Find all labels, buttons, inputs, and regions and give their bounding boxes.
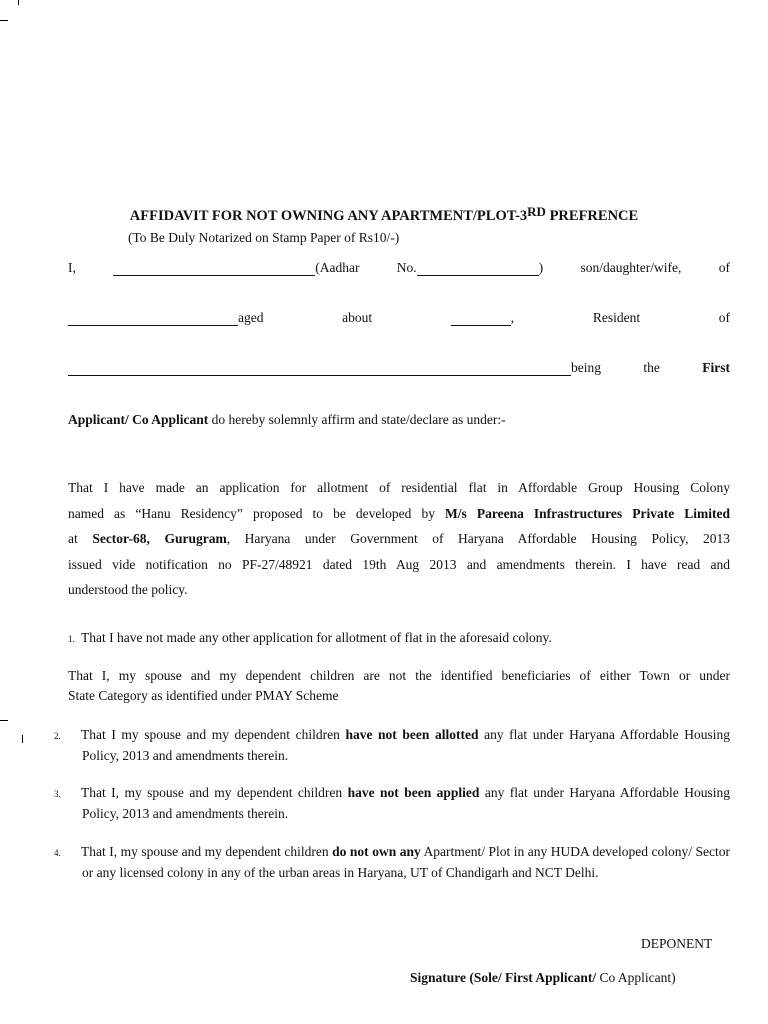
declarant-line-2: aged about , Resident of bbox=[68, 312, 730, 326]
document-subtitle: (To Be Duly Notarized on Stamp Paper of Rs10/-) bbox=[128, 230, 400, 245]
crop-mark-mid-left-vertical bbox=[22, 735, 23, 743]
aadhar-number-blank bbox=[417, 263, 539, 276]
declaration-item-3: 3. That I, my spouse and my dependent children have not been applied any flat under Haryana Affordable Housing Policy, 2013 and amendments therein. bbox=[54, 785, 730, 821]
crop-mark-top-left-horizontal bbox=[0, 20, 8, 21]
document-title: AFFIDAVIT FOR NOT OWNING ANY APARTMENT/PLOT-3RD PREFRENCE bbox=[129, 204, 639, 224]
declaration-item-2: 2. That I my spouse and my dependent children have not been allotted any flat under Haryana Affordable Housing Policy, 2013 and amendments therein. bbox=[54, 727, 730, 763]
signature-line: Signature (Sole/ First Applicant/ Co Applicant) bbox=[410, 970, 676, 985]
pmay-paragraph: That I, my spouse and my dependent children are not the identified beneficiaries of either Town or under State Category as identified under PMAY Scheme bbox=[68, 668, 730, 703]
name-blank bbox=[113, 263, 315, 276]
age-blank bbox=[451, 313, 511, 326]
declaration-item-4: 4. That I, my spouse and my dependent children do not own any Apartment/ Plot in any HUDA developed colony/ Sector or any licensed colony in any of the urban areas in Haryana, UT of Chandigarh and NCT Delhi. bbox=[54, 844, 731, 880]
application-paragraph: That I have made an application for allotment of residential flat in Affordable Group Housing Colony named as “Hanu Residency” proposed to be developed by M/s Pareena Infrastructures Private Limited at Sector-68, Gurugram, Haryana under Government of Haryana Affordable Housing Policy, 2013 issued vide notification no PF-27/48921 dated 19th Aug 2013 and amendments therein. I have read and understood the policy. bbox=[68, 480, 730, 597]
declarant-line-3: being the First bbox=[68, 362, 730, 376]
declaration-item-1: 1. That I have not made any other application for allotment of flat in the aforesaid colony. bbox=[68, 630, 552, 645]
crop-mark-mid-left-horizontal bbox=[0, 720, 8, 721]
declarant-line-1: I, (Aadhar No. ) son/daughter/wife, of bbox=[68, 260, 730, 275]
address-blank bbox=[68, 363, 571, 376]
crop-mark-top-left-vertical bbox=[18, 0, 19, 5]
deponent-label: DEPONENT bbox=[641, 936, 713, 951]
parent-name-blank bbox=[68, 313, 238, 326]
declarant-line-4: Applicant/ Co Applicant do hereby solemnly affirm and state/declare as under:- bbox=[68, 412, 506, 427]
